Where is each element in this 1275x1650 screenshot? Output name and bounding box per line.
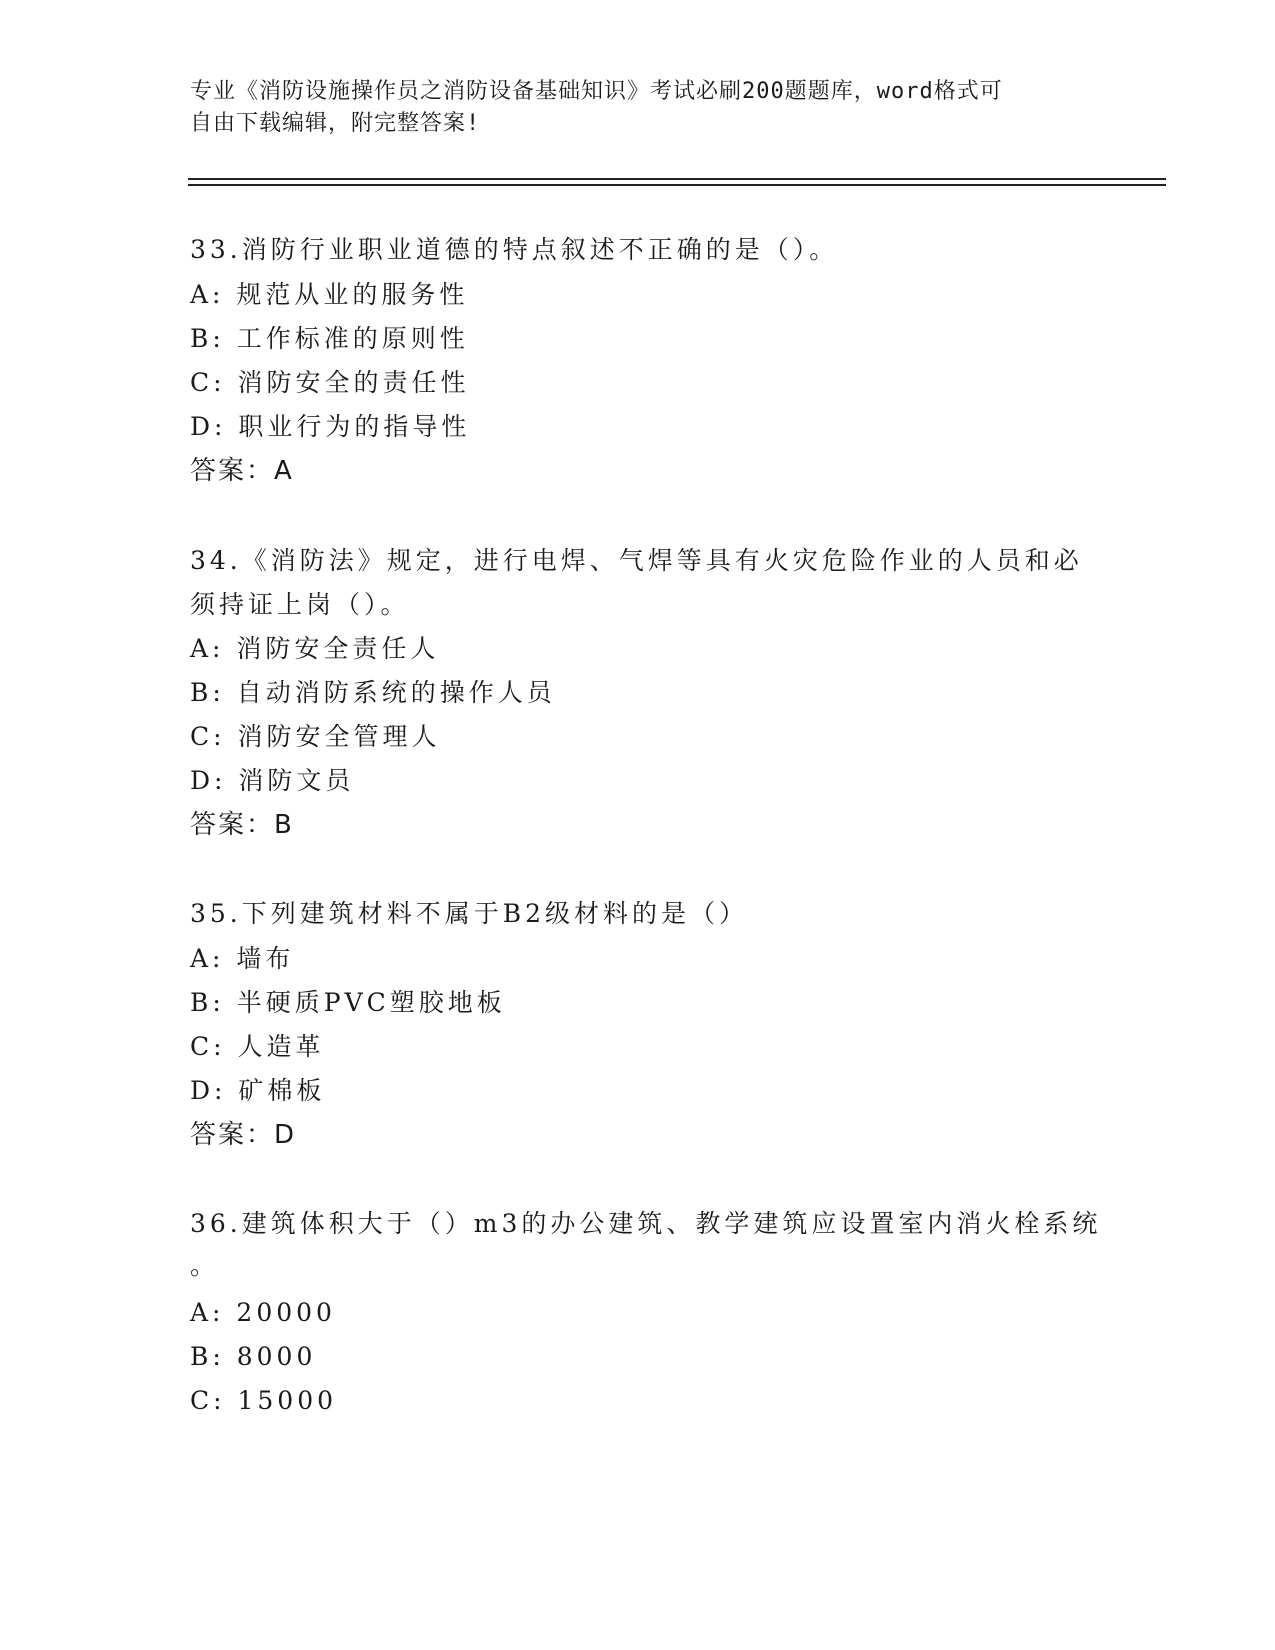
answer: 答案：A [190,456,294,486]
option-c: C: 消防安全管理人 [190,722,441,751]
option-d: D: 职业行为的指导性 [190,412,471,441]
option-a: A: 消防安全责任人 [190,634,440,663]
option-c: C: 15000 [190,1386,338,1415]
option-b: B: 8000 [190,1342,317,1371]
option-c: C: 消防安全的责任性 [190,368,470,397]
option-d: D: 矿棉板 [190,1076,326,1105]
option-d: D: 消防文员 [190,766,355,795]
answer: 答案：D [190,1120,297,1150]
header-divider-top [188,178,1166,180]
answer: 答案：B [190,810,294,840]
question-stem: 33.消防行业职业道德的特点叙述不正确的是（）。 [190,235,839,264]
option-c: C: 人造革 [190,1032,325,1061]
option-a: A: 墙布 [190,944,295,973]
option-a: A: 规范从业的服务性 [190,280,469,309]
question-stem: 35.下列建筑材料不属于B2级材料的是（） [190,899,749,928]
option-a: A: 20000 [190,1298,336,1327]
header-text [190,76,1090,140]
question-stem-line-2: 。 [190,1251,220,1280]
header-line-2: 自由下载编辑，附完整答案! [190,111,481,136]
option-b: B: 半硬质PVC塑胶地板 [190,988,506,1017]
question-stem-line-2: 须持证上岗（）。 [190,590,410,619]
header-divider-bottom [188,184,1166,186]
header-line-1: 专业《消防设施操作员之消防设备基础知识》考试必刷200题题库，word格式可 [190,79,1003,104]
question-stem-line-1: 34.《消防法》规定，进行电焊、气焊等具有火灾危险作业的人员和必 [190,546,1083,575]
question-stem-line-1: 36.建筑体积大于（）m3的办公建筑、教学建筑应设置室内消火栓系统 [190,1209,1102,1238]
option-b: B: 自动消防系统的操作人员 [190,678,556,707]
option-b: B: 工作标准的原则性 [190,324,469,353]
